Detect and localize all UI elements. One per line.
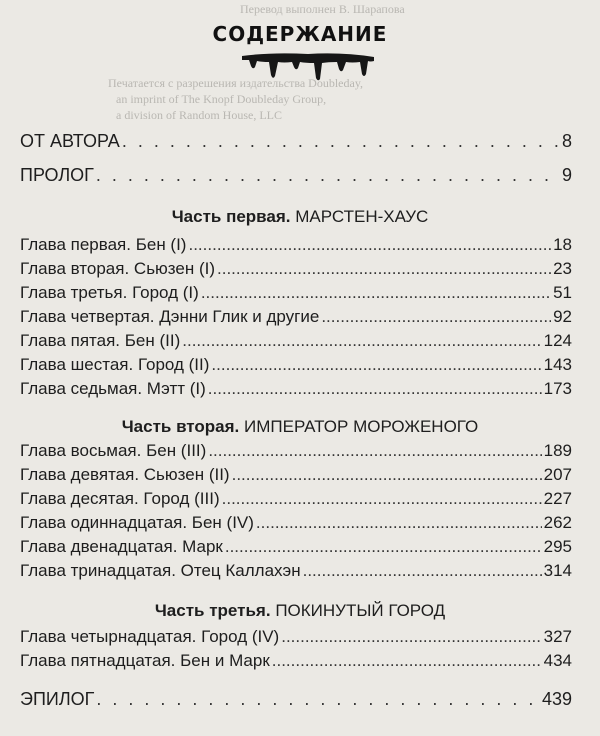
toc-entry bbox=[20, 282, 572, 304]
entry-title: ЭПИЛОГ bbox=[20, 689, 95, 709]
leader-dots bbox=[321, 306, 551, 328]
toc-entry bbox=[20, 512, 572, 534]
entry-page: 327 bbox=[543, 627, 572, 646]
entry-page: 8 bbox=[561, 131, 572, 151]
part-name: ПОКИНУТЫЙ ГОРОД bbox=[275, 601, 446, 620]
entry-page: 92 bbox=[553, 307, 572, 326]
entry-title: Глава шестая. Город (II) bbox=[20, 355, 210, 374]
toc-entry bbox=[20, 464, 572, 486]
toc-entry bbox=[20, 306, 572, 328]
leader-dots bbox=[281, 626, 541, 648]
leader-dots bbox=[222, 488, 542, 510]
entry-title: Глава четырнадцатая. Город (IV) bbox=[20, 627, 280, 646]
entry-title: ОТ АВТОРА bbox=[20, 131, 120, 151]
leader-dots bbox=[122, 130, 560, 152]
entry-title: Глава десятая. Город (III) bbox=[20, 489, 220, 508]
entry-page: 227 bbox=[543, 489, 572, 508]
toc-entry bbox=[20, 650, 572, 672]
toc-entry bbox=[20, 354, 572, 376]
toc-entry bbox=[20, 488, 572, 510]
leader-dots bbox=[211, 354, 541, 376]
leader-dots bbox=[201, 282, 551, 304]
toc-entry bbox=[20, 688, 572, 710]
leader-dots bbox=[256, 512, 542, 534]
bleed-through-line: a division of Random House, LLC bbox=[116, 108, 282, 122]
entry-title: Глава тринадцатая. Отец Каллахэн bbox=[20, 561, 301, 580]
entry-title: Глава первая. Бен (I) bbox=[20, 235, 187, 254]
toc-entry bbox=[20, 560, 572, 582]
entry-page: 9 bbox=[561, 165, 572, 185]
entry-title: Глава двенадцатая. Марк bbox=[20, 537, 223, 556]
entry-title: Глава третья. Город (I) bbox=[20, 283, 199, 302]
entry-title: Глава восьмая. Бен (III) bbox=[20, 441, 207, 460]
toc-entry bbox=[20, 536, 572, 558]
entry-page: 23 bbox=[553, 259, 572, 278]
leader-dots bbox=[217, 258, 551, 280]
entry-title: Глава одиннадцатая. Бен (IV) bbox=[20, 513, 254, 532]
entry-title: Глава девятая. Сьюзен (II) bbox=[20, 465, 230, 484]
leader-dots bbox=[188, 234, 551, 256]
entry-page: 143 bbox=[543, 355, 572, 374]
entry-page: 439 bbox=[541, 689, 572, 709]
leader-dots bbox=[208, 378, 542, 400]
entry-title: Глава пятая. Бен (II) bbox=[20, 331, 181, 350]
toc-entry bbox=[20, 330, 572, 352]
leader-dots bbox=[182, 330, 541, 352]
bleed-through-line: an imprint of The Knopf Doubleday Group, bbox=[116, 92, 327, 106]
entry-page: 18 bbox=[553, 235, 572, 254]
part-label: Часть первая. bbox=[171, 207, 291, 226]
bleed-through-line: Печатается с разрешения издательства Doubleday, bbox=[108, 76, 364, 90]
entry-title: Глава седьмая. Мэтт (I) bbox=[20, 379, 206, 398]
part-heading bbox=[0, 416, 600, 438]
leader-dots bbox=[303, 560, 542, 582]
entry-page: 173 bbox=[543, 379, 572, 398]
page-title: СОДЕРЖАНИЕ bbox=[212, 22, 388, 46]
entry-title: Глава пятнадцатая. Бен и Марк bbox=[20, 651, 270, 670]
entry-title: ПРОЛОГ bbox=[20, 165, 94, 185]
entry-page: 189 bbox=[543, 441, 572, 460]
part-label: Часть вторая. bbox=[121, 417, 240, 436]
toc-entry bbox=[20, 440, 572, 462]
toc-entry bbox=[20, 234, 572, 256]
entry-page: 51 bbox=[553, 283, 572, 302]
toc-entry bbox=[20, 258, 572, 280]
leader-dots bbox=[232, 464, 542, 486]
leader-dots bbox=[208, 440, 541, 462]
part-heading bbox=[0, 206, 600, 228]
ink-drip-ornament bbox=[242, 52, 374, 82]
part-name: МАРСТЕН-ХАУС bbox=[295, 207, 429, 226]
toc-entry bbox=[20, 626, 572, 648]
entry-page: 262 bbox=[543, 513, 572, 532]
entry-page: 207 bbox=[543, 465, 572, 484]
leader-dots bbox=[225, 536, 542, 558]
entry-page: 434 bbox=[543, 651, 572, 670]
leader-dots bbox=[96, 688, 540, 710]
toc-entry bbox=[20, 378, 572, 400]
part-label: Часть третья. bbox=[154, 601, 271, 620]
entry-title: Глава четвертая. Дэнни Глик и другие bbox=[20, 307, 320, 326]
part-name: ИМПЕРАТОР МОРОЖЕНОГО bbox=[244, 417, 479, 436]
bleed-through-line: Перевод выполнен В. Шарапова bbox=[240, 2, 405, 16]
entry-page: 124 bbox=[543, 331, 572, 350]
part-heading bbox=[0, 600, 600, 622]
toc-entry bbox=[20, 130, 572, 152]
entry-title: Глава вторая. Сьюзен (I) bbox=[20, 259, 216, 278]
entry-page: 314 bbox=[543, 561, 572, 580]
entry-page: 295 bbox=[543, 537, 572, 556]
leader-dots bbox=[272, 650, 542, 672]
toc-entry bbox=[20, 164, 572, 186]
leader-dots bbox=[96, 164, 560, 186]
